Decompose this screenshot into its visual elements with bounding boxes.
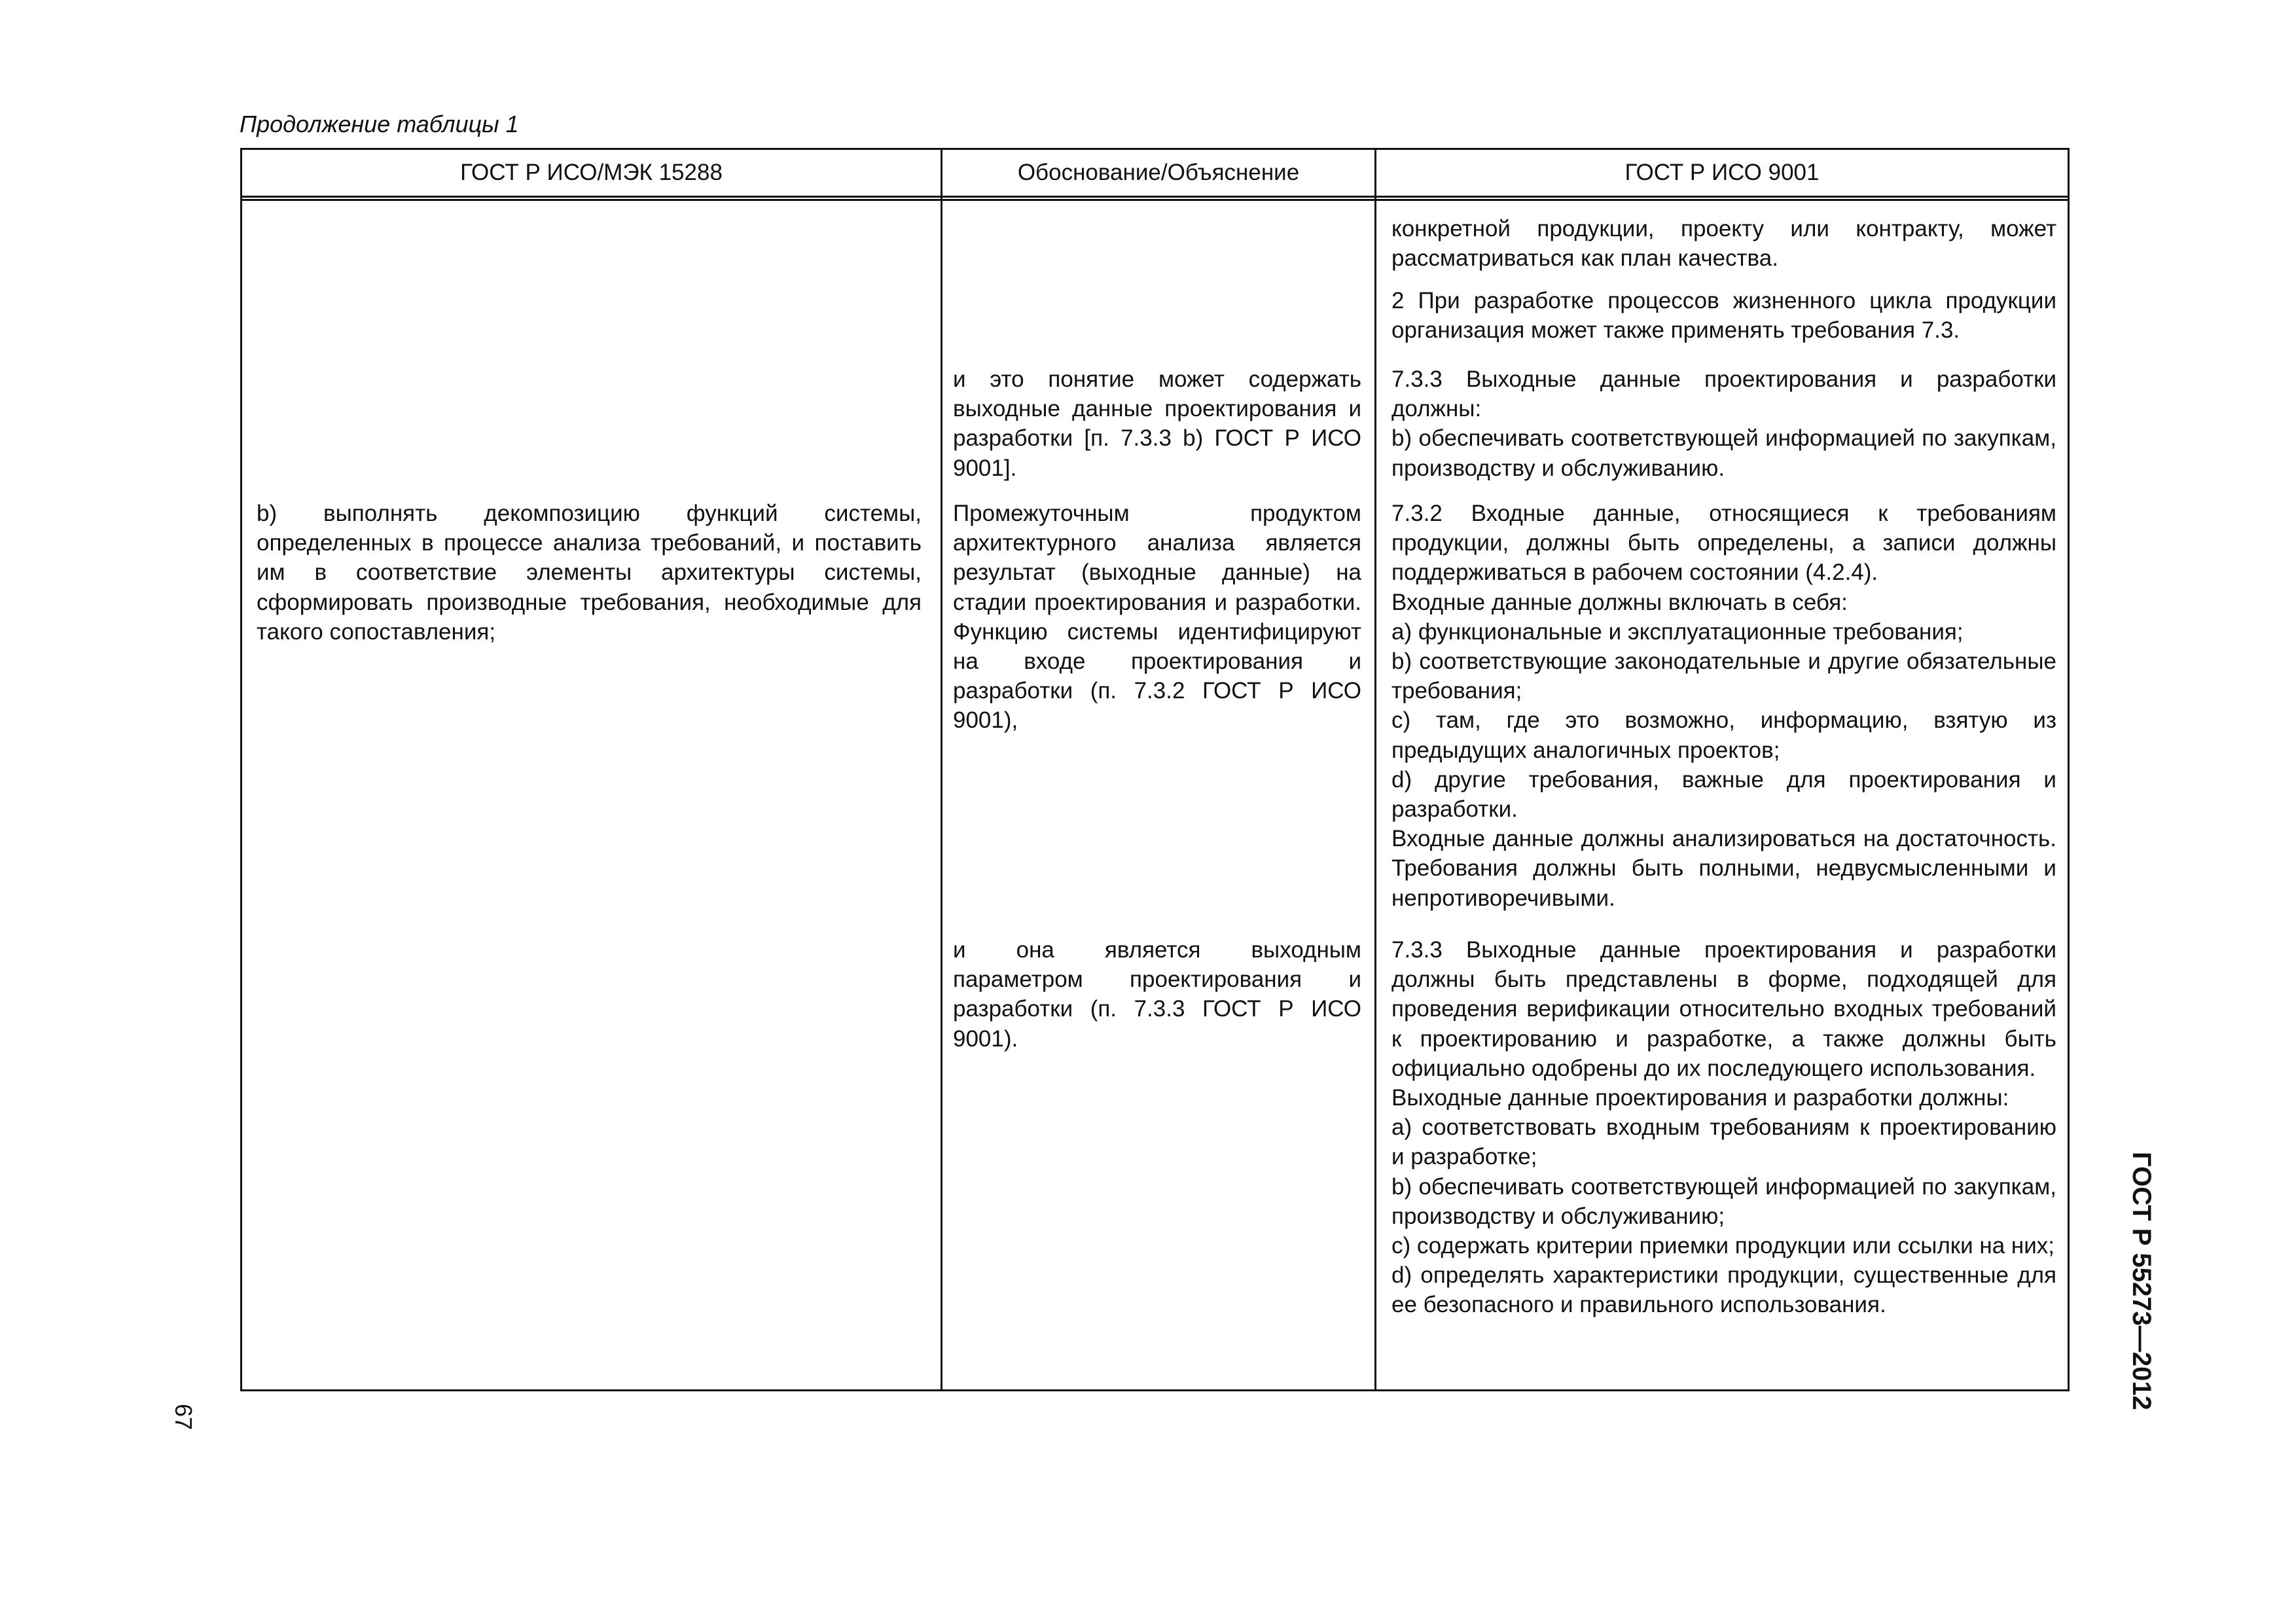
cell-paragraph: d) определять характеристики продукции, существенные для ее безопасного и правильного использования. [1391, 1262, 2056, 1318]
cell-paragraph: b) выполнять декомпозицию функций системы, определенных в процессе анализа требований, и поставить им в соответствие элементы архитектуры системы, сформировать производные требования, необходимые для такого сопоставления; [257, 501, 922, 645]
cell-paragraph: Выходные данные проектирования и разработки должны: [1391, 1085, 2009, 1111]
cell-paragraph: Входные данные должны включать в себя: [1391, 589, 1848, 615]
cell-paragraph: c) содержать критерии приемки продукции или ссылки на них; [1391, 1233, 2054, 1259]
cell-paragraph: конкретной продукции, проекту или контракту, может рассматриваться как план качества. [1391, 216, 2056, 272]
cell-paragraph: d) другие требования, важные для проектирования и разработки. [1391, 766, 2056, 823]
table-cell [1391, 499, 2056, 913]
cell-paragraph: b) обеспечивать соответствующей информацией по закупкам, производству и обслуживанию. [1391, 425, 2056, 481]
table-cell [953, 499, 1361, 736]
cell-paragraph: Входные данные должны анализироваться на достаточность. Требования должны быть полными, недвусмысленными и непротиворечивыми. [1391, 826, 2056, 911]
table-cell [1391, 365, 2056, 483]
cell-paragraph: 2 При разработке процессов жизненного цикла продукции организация может также применять требования 7.3. [1391, 288, 2056, 344]
column-divider [941, 150, 942, 1389]
page-number: 67 [170, 1404, 197, 1431]
table-caption: Продолжение таблицы 1 [240, 111, 519, 137]
standard-code: ГОСТ Р 55273—2012 [2127, 1152, 2156, 1410]
cell-paragraph: b) обеспечивать соответствующей информацией по закупкам, производству и обслуживанию; [1391, 1173, 2056, 1229]
table-cell [1391, 286, 2056, 345]
column-header-gost-9001: ГОСТ Р ИСО 9001 [1624, 160, 1820, 185]
column-header-gost-15288: ГОСТ Р ИСО/МЭК 15288 [460, 160, 723, 185]
cell-paragraph: a) функциональные и эксплуатационные требования; [1391, 618, 1964, 645]
cell-paragraph: и она является выходным параметром проектирования и разработки (п. 7.3.3 ГОСТ Р ИСО 9001). [953, 937, 1361, 1052]
table-cell [953, 935, 1361, 1054]
cell-paragraph: c) там, где это возможно, информацию, взятую из предыдущих аналогичных проектов; [1391, 707, 2056, 763]
column-header-justification: Обоснование/Объяснение [1017, 160, 1300, 185]
table-cell [1391, 214, 2056, 273]
cell-paragraph: a) соответствовать входным требованиям к проектированию и разработке; [1391, 1115, 2056, 1170]
cell-paragraph: 7.3.3 Выходные данные проектирования и разработки должны: [1391, 366, 2056, 422]
cell-paragraph: b) соответствующие законодательные и другие обязательные требования; [1391, 649, 2056, 704]
cell-paragraph: и это понятие может содержать выходные данные проектирования и разработки [п. 7.3.3 b) ГОСТ Р ИСО 9001]. [953, 366, 1361, 481]
comparison-table [240, 148, 2070, 1391]
header-double-rule [242, 196, 2068, 201]
table-cell [257, 499, 922, 647]
table-cell [953, 365, 1361, 483]
cell-paragraph: Промежуточным продуктом архитектурного анализа является результат (выходные данные) на стадии проектирования и разработки. Функцию системы идентифицируют на входе проектирования и разработки (п. 7.3.2 ГОСТ Р ИСО 9001), [953, 501, 1361, 734]
column-divider [1374, 150, 1376, 1389]
cell-paragraph: 7.3.3 Выходные данные проектирования и разработки должны быть представлены в форме, подходящей для проведения верификации относительно входных требований к проектированию и разработке, а также должны быть официально одобрены до их последующего использования. [1391, 937, 2056, 1081]
table-cell [1391, 935, 2056, 1320]
cell-paragraph: 7.3.2 Входные данные, относящиеся к требованиям продукции, должны быть определены, а записи должны поддерживаться в рабочем состоянии (4.2.4). [1391, 501, 2056, 586]
